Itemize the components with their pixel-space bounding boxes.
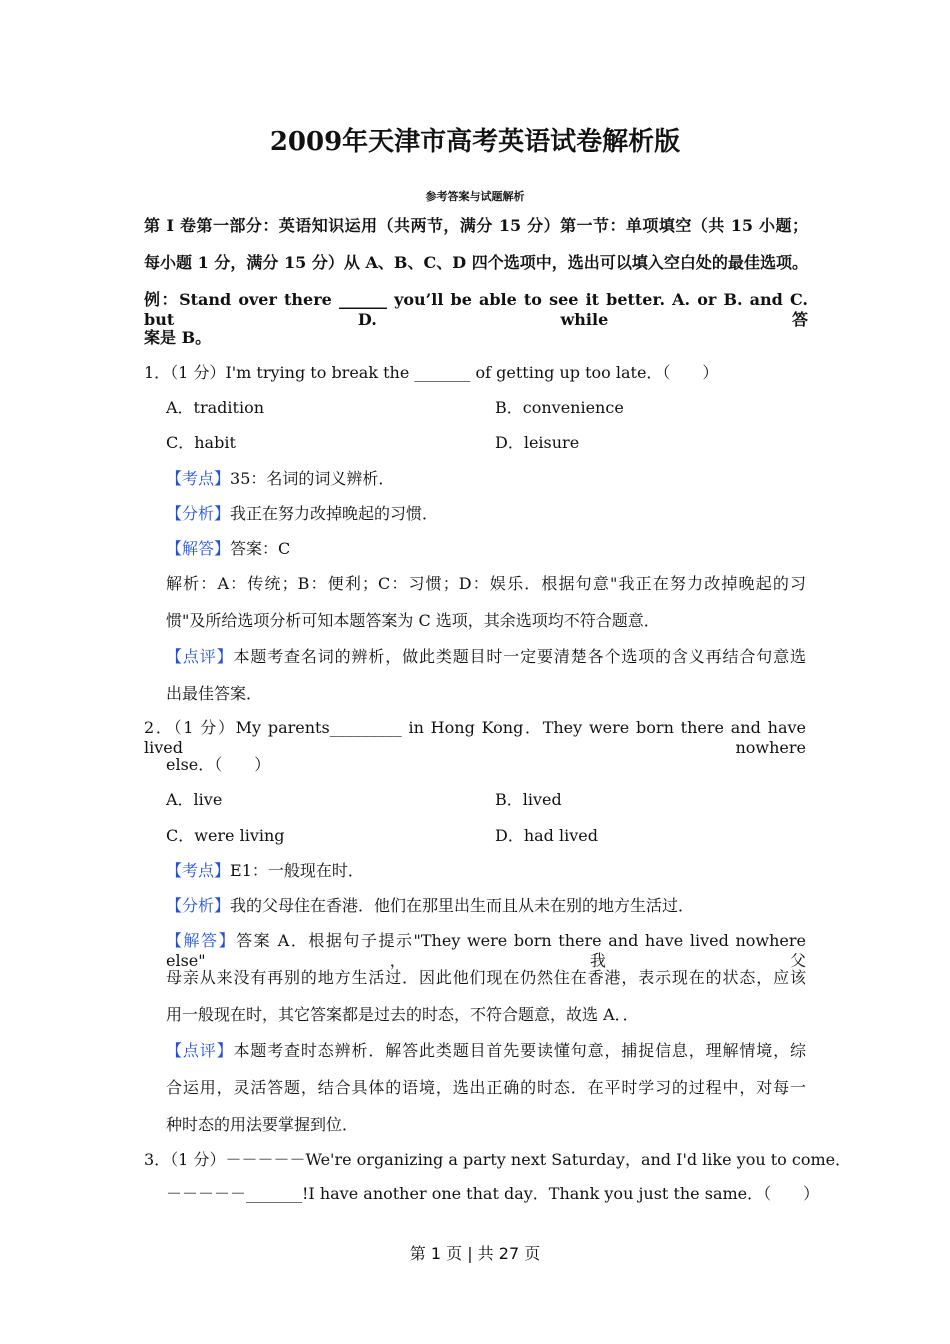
dianping-line: 出最佳答案．	[166, 684, 263, 703]
option-d: D．leisure	[495, 433, 580, 452]
dianping-tag: 【点评】	[166, 1041, 234, 1060]
dianping-line	[166, 647, 806, 667]
jieda-text: 答案 A．根据句子提示"They were born there and have lived nowhere else"，我父	[166, 931, 806, 970]
dianping-line: 种时态的用法要掌握到位．	[166, 1115, 359, 1134]
option-a: A．tradition	[166, 398, 265, 417]
option-c: C．were living	[166, 826, 285, 845]
kaodian-tag: 【考点】	[166, 469, 231, 488]
intro-line: 第 I 卷第一部分：英语知识运用（共两节，满分 15 分）第一节：单项填空（共 15 小题；	[144, 216, 808, 235]
intro-line: 例：Stand over there ______ you’ll be able to see it better. A. or B. and C. but D. while 答	[144, 290, 808, 329]
fenxi-tag: 【分析】	[166, 504, 231, 523]
jieda-text: 答案：C	[230, 539, 291, 558]
question-1-stem: 1．（1 分）I'm trying to break the _______ of getting up too late．（ ）	[144, 363, 719, 382]
jieda-line: 母亲从来没有再别的地方生活过．因此他们现在仍然住在香港，表示现在的状态，应该	[166, 968, 806, 987]
kaodian-line	[166, 469, 394, 489]
dianping-text: 本题考查名词的辨析，做此类题目时一定要清楚各个选项的含义再结合句意选	[233, 647, 806, 666]
jieda-line	[166, 539, 290, 559]
dianping-text: 本题考查时态辨析．解答此类题目首先要读懂句意，捕捉信息，理解情境，综	[233, 1041, 806, 1060]
page-footer: 第 1 页 | 共 27 页	[409, 1244, 541, 1263]
intro-line: 每小题 1 分，满分 15 分）从 A、B、C、D 四个选项中，选出可以填入空白处的最佳选项。	[144, 253, 808, 272]
question-3-stem: 3．（1 分）－－－－－We're organizing a party next Saturday，and I'd like you to come．	[144, 1150, 852, 1169]
fenxi-line	[166, 504, 438, 524]
option-d: D．had lived	[495, 826, 598, 845]
question-2-stem: else．（ ）	[166, 755, 271, 774]
subtitle: 参考答案与试题解析	[425, 190, 525, 203]
fenxi-tag: 【分析】	[166, 896, 231, 915]
dianping-tag: 【点评】	[166, 647, 234, 666]
kaodian-text: 35：名词的词义辨析．	[230, 469, 395, 488]
fenxi-line	[166, 896, 694, 916]
jieda-line: 用一般现在时，其它答案都是过去的时态，不符合题意，故选 A．．	[166, 1005, 639, 1024]
jiexi-line: 解析：A：传统；B：便利；C：习惯；D：娱乐．根据句意"我正在努力改掉晚起的习	[166, 574, 806, 593]
option-a: A．live	[166, 790, 223, 809]
jiexi-line: 惯"及所给选项分析可知本题答案为 C 选项，其余选项均不符合题意．	[166, 611, 660, 630]
kaodian-line	[166, 861, 364, 881]
intro-line: 案是 B。	[144, 328, 212, 347]
jieda-tag: 【解答】	[166, 539, 231, 558]
jieda-tag: 【解答】	[166, 931, 237, 950]
kaodian-text: E1：一般现在时．	[230, 861, 364, 880]
fenxi-text: 我的父母住在香港．他们在那里出生而且从未在别的地方生活过．	[230, 896, 695, 915]
option-b: B．convenience	[495, 398, 624, 417]
dianping-line	[166, 1041, 806, 1061]
option-b: B．lived	[495, 790, 562, 809]
question-2-stem: 2．（1 分）My parents_________ in Hong Kong．They were born there and have lived nowhere	[144, 718, 806, 757]
kaodian-tag: 【考点】	[166, 861, 231, 880]
option-c: C．habit	[166, 433, 236, 452]
fenxi-text: 我正在努力改掉晚起的习惯．	[230, 504, 439, 523]
dianping-line: 合运用，灵活答题，结合具体的语境，选出正确的时态．在平时学习的过程中，对每一	[166, 1078, 806, 1097]
jieda-line	[166, 931, 806, 970]
document-title: 2009年天津市高考英语试卷解析版	[269, 127, 681, 157]
question-3-stem: －－－－－_______!I have another one that day．Thank you just the same．（ ）	[166, 1184, 820, 1203]
